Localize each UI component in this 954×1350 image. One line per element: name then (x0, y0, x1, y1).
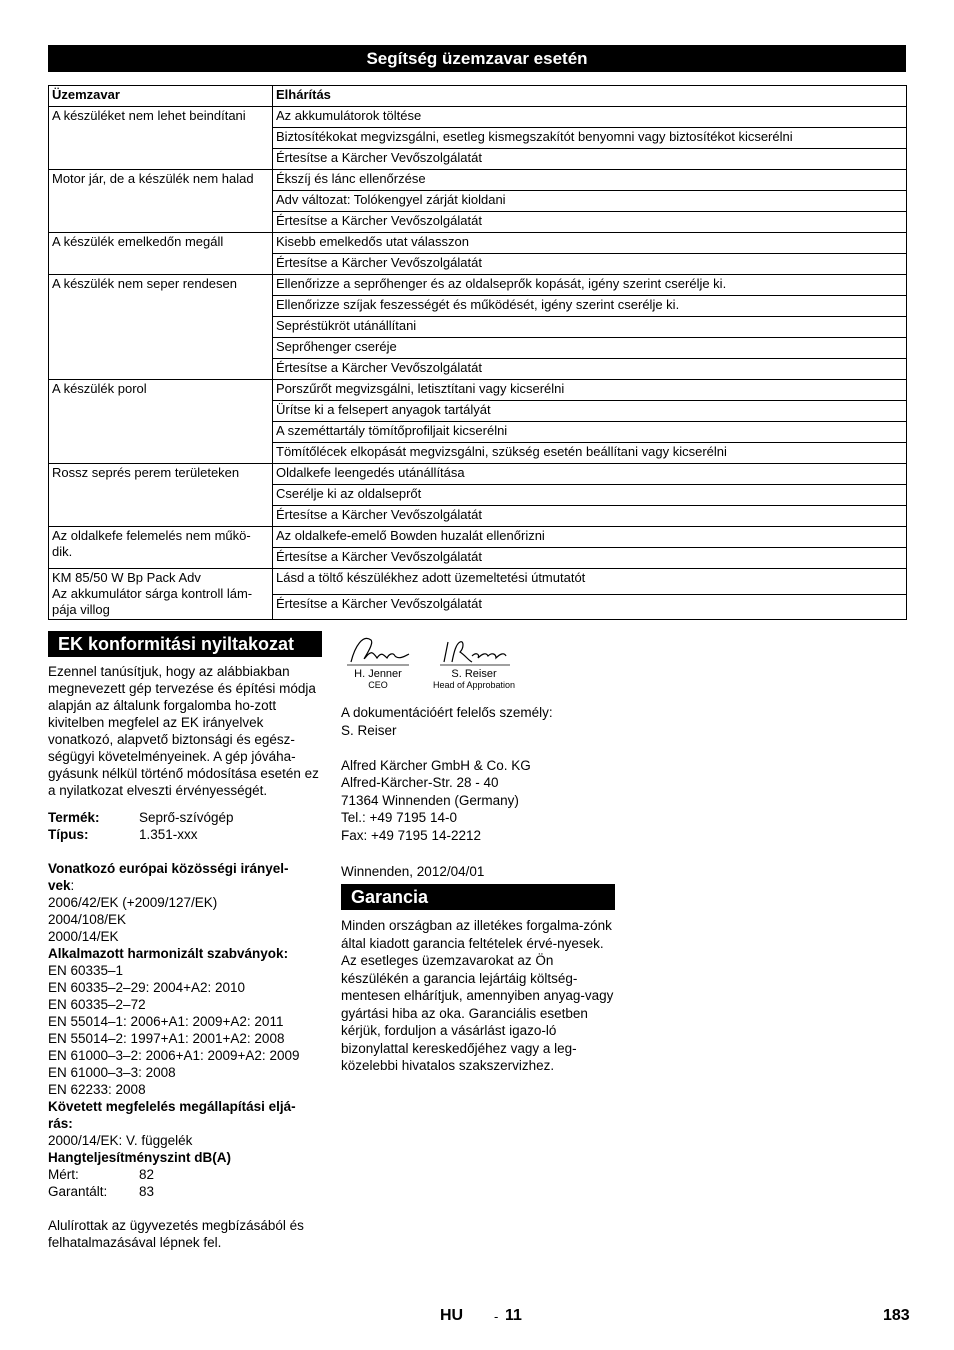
measured-row (48, 1166, 323, 1183)
table-header-row (49, 86, 907, 107)
fault-text: A készülék nem seper rendesen (52, 276, 237, 291)
footer-dash: - (494, 1309, 499, 1324)
remedy-cell: Porszűrőt megvizsgálni, letisztítani vagy kicserélni (273, 380, 907, 401)
standard-item: EN 60335–2–72 (48, 997, 146, 1012)
directive-item: 2000/14/EK (48, 929, 119, 944)
remedy-cell: Sepréstükröt utánállítani (273, 317, 907, 338)
company-fax: Fax: +49 7195 14-2212 (341, 827, 481, 843)
fault-text: KM 85/50 W Bp Pack Adv (52, 570, 201, 585)
remedy-cell: Értesítse a Kärcher Vevőszolgálatát (273, 359, 907, 380)
guaranteed-value: 83 (139, 1184, 155, 1199)
directive-item: 2004/108/EK (48, 912, 127, 927)
noise-heading: Hangteljesítményszint dB(A) (48, 1150, 232, 1165)
table-row (49, 275, 907, 296)
sig2-name: S. Reiser (451, 668, 497, 680)
remedy-cell: Ellenőrizze a seprőhenger és az oldalseprők kopását, igény szerint cserélje ki. (273, 275, 907, 296)
standard-item: EN 61000–3–2: 2006+A1: 2009+A2: 2009 (48, 1048, 300, 1063)
fault-cell (49, 380, 273, 464)
contact-block (341, 704, 621, 881)
sig1-name: H. Jenner (354, 668, 402, 680)
fault-text: A készüléket nem lehet beindítani (52, 108, 246, 123)
type-label: Típus: (48, 827, 89, 842)
standard-item: EN 60335–1 (48, 963, 124, 978)
product-row (48, 809, 323, 826)
measured-value: 82 (139, 1167, 155, 1182)
ek-title: EK konformitási nyiltakozat (48, 631, 322, 657)
place-date: Winnenden, 2012/04/01 (341, 864, 485, 879)
fault-text: Rossz seprés perem területeken (52, 465, 240, 480)
procedure-heading-1: Követett megfelelés megállapítási eljá- (48, 1099, 296, 1114)
standard-item: EN 55014–1: 2006+A1: 2009+A2: 2011 (48, 1014, 284, 1029)
sig2-role: Head of Approbation (432, 680, 516, 690)
measured-label: Mért: (48, 1167, 79, 1182)
signature-jenner (343, 632, 413, 690)
type-value: 1.351-xxx (139, 827, 198, 842)
garancia-title: Garancia (341, 884, 615, 910)
remedy-cell: Értesítse a Kärcher Vevőszolgálatát (273, 254, 907, 275)
sig1-role: CEO (368, 680, 388, 690)
product-value: Seprő-szívógép (139, 810, 234, 825)
remedy-cell: Cserélje ki az oldalseprőt (273, 485, 907, 506)
company-city: 71364 Winnenden (Germany) (341, 792, 519, 808)
table-row (49, 380, 907, 401)
fault-cell (49, 527, 273, 569)
table-row (49, 464, 907, 485)
remedy-cell: Biztosítékokat megvizsgálni, esetleg kismegszakítót benyomni vagy biztosítékot kicserélni (273, 128, 907, 149)
remedy-cell: Értesítse a Kärcher Vevőszolgálatát (273, 149, 907, 170)
fault-cell (49, 275, 273, 380)
guaranteed-label: Garantált: (48, 1184, 108, 1199)
fault-text: A készülék porol (52, 381, 147, 396)
remedy-cell: Ékszíj és lánc ellenőrzése (273, 170, 907, 191)
garancia-block (341, 917, 616, 1075)
remedy-cell: Oldalkefe leengedés utánállítása (273, 464, 907, 485)
table-row (49, 170, 907, 191)
header-remedy: Elhárítás (273, 86, 907, 107)
remedy-cell: Seprőhenger cseréje (273, 338, 907, 359)
directive-item: 2006/42/EK (+2009/127/EK) (48, 895, 218, 910)
fault-cell (49, 107, 273, 170)
standard-item: EN 60335–2–29: 2004+A2: 2010 (48, 980, 246, 995)
directives-heading-2: vek (48, 878, 71, 893)
fault-cell (49, 569, 273, 620)
table-row (49, 527, 907, 548)
directives-colon: : (70, 878, 75, 893)
remedy-cell: Ellenőrizze szíjak feszességét és működését, igény szerint cserélje ki. (273, 296, 907, 317)
remedy-cell: Adv változat: Tolókengyel zárját kioldani (273, 191, 907, 212)
company-tel: Tel.: +49 7195 14-0 (341, 810, 457, 825)
remedy-cell: Kisebb emelkedős utat válasszon (273, 233, 907, 254)
garancia-text: Minden országban az illetékes forgalma-zónk által kiadott garancia feltételek érvé-nyesek. Az esetleges üzemzavarokat az Ön készülékén a garancia lejártáig költség-mentesen elhárítjuk, amennyiben anyag-vagy gyártási hiba az oka. Garanciális esetben kérjük, forduljon a vásárlást igazo-ló bizonylattal kereskedőjéhez vagy a leg-közelebbi hivatalos szakszervizhez. (341, 918, 614, 1073)
fault-cell (49, 170, 273, 233)
directives-heading-2-row (48, 877, 323, 894)
footer-page-local: 11 (505, 1307, 522, 1324)
footer-page-global: 183 (883, 1307, 910, 1324)
remedy-cell: Ürítse ki a felsepert anyagok tartályát (273, 401, 907, 422)
fault-text: Az akkumulátor sárga kontroll lám-pája villog (52, 586, 253, 617)
signature-reiser (428, 632, 520, 690)
doc-person-label: A dokumentációért felelős személy: (341, 705, 553, 720)
remedy-cell: A szeméttartály tömítőprofiljait kicserélni (273, 422, 907, 443)
remedy-cell: Lásd a töltő készülékhez adott üzemeltetési útmutatót (273, 569, 907, 595)
ek-intro: Ezennel tanúsítjuk, hogy az alábbiakban megnevezett gép tervezése és építési módja alapján az általunk forgalomba ho-zott kivitelben megfelel az EK irányelvek vonatkozó, alapvető biztonsági és egész-ségügyi követelményeinek. A gép jóváha-gyásunk nélkül történő módosítása esetén ez a nyilatkozat elveszti érvényességét. (48, 664, 319, 798)
troubleshooting-title: Segítség üzemzavar esetén (48, 45, 906, 72)
type-row (48, 826, 323, 843)
remedy-cell: Tömítőlécek elkopását megvizsgálni, szükség esetén beállítani vagy kicserélni (273, 443, 907, 464)
standard-item: EN 55014–2: 1997+A1: 2001+A2: 2008 (48, 1031, 285, 1046)
remedy-cell: Értesítse a Kärcher Vevőszolgálatát (273, 212, 907, 233)
company-street: Alfred-Kärcher-Str. 28 - 40 (341, 775, 499, 790)
standard-item: EN 61000–3–3: 2008 (48, 1065, 176, 1080)
fault-text: Motor jár, de a készülék nem halad (52, 171, 254, 186)
remedy-cell: Értesítse a Kärcher Vevőszolgálatát (273, 548, 907, 569)
directives-heading-1: Vonatkozó európai közösségi irányel- (48, 861, 289, 876)
doc-person: S. Reiser (341, 722, 397, 738)
signature-jenner-image (343, 632, 413, 668)
remedy-cell: Az oldalkefe-emelő Bowden huzalát ellenőrizni (273, 527, 907, 548)
table-row (49, 107, 907, 128)
ek-closing: Alulírottak az ügyvezetés megbízásából és felhatalmazásával lépnek fel. (48, 1218, 304, 1250)
directives-list (48, 894, 323, 945)
ek-declaration (48, 663, 323, 1251)
table-row (49, 569, 907, 595)
fault-text: Az oldalkefe felemelés nem műkö-dik. (52, 528, 251, 559)
signature-reiser-image (434, 632, 514, 668)
fault-text: A készülék emelkedőn megáll (52, 234, 224, 249)
standard-item: EN 62233: 2008 (48, 1082, 146, 1097)
troubleshooting-body (49, 107, 907, 620)
guaranteed-row (48, 1183, 323, 1200)
remedy-cell: Az akkumulátorok töltése (273, 107, 907, 128)
standards-list (48, 962, 323, 1098)
standards-heading: Alkalmazott harmonizált szabványok: (48, 946, 289, 961)
remedy-cell: Értesítse a Kärcher Vevőszolgálatát (273, 506, 907, 527)
troubleshooting-table (48, 85, 907, 620)
procedure-heading-2: rás: (48, 1116, 73, 1131)
header-fault: Üzemzavar (49, 86, 273, 107)
footer-lang: HU (440, 1307, 464, 1324)
company-name: Alfred Kärcher GmbH & Co. KG (341, 757, 531, 773)
table-row (49, 233, 907, 254)
product-label: Termék: (48, 810, 100, 825)
fault-cell (49, 464, 273, 527)
fault-cell (49, 233, 273, 275)
remedy-cell: Értesítse a Kärcher Vevőszolgálatát (273, 594, 907, 620)
procedure-value: 2000/14/EK: V. függelék (48, 1133, 193, 1148)
